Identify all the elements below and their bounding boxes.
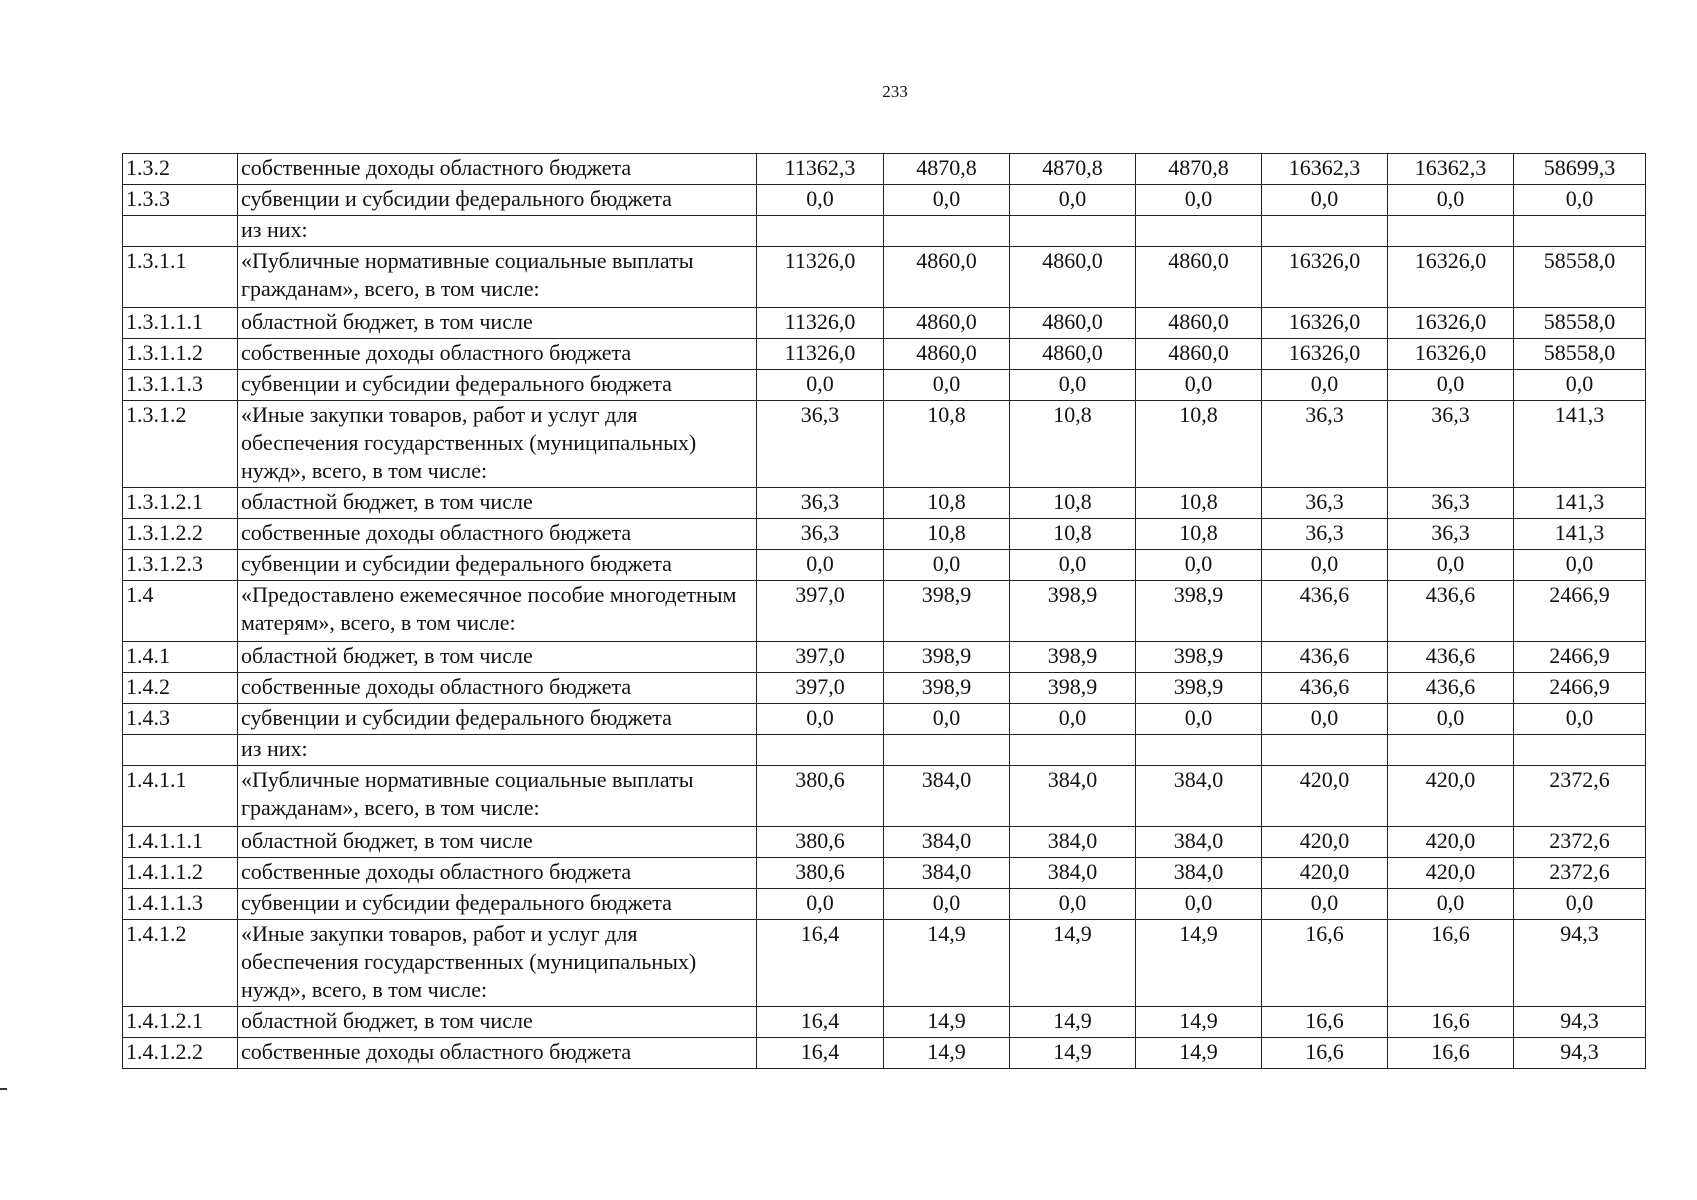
row-value [1262, 216, 1388, 247]
row-code: 1.3.2 [123, 154, 238, 185]
row-value: 0,0 [757, 370, 884, 401]
row-name: собственные доходы областного бюджета [238, 339, 757, 370]
row-value: 4870,8 [1136, 154, 1262, 185]
table-row [123, 339, 1646, 370]
row-value: 4860,0 [1136, 308, 1262, 339]
row-value: 14,9 [884, 1038, 1010, 1069]
row-value: 16326,0 [1262, 308, 1388, 339]
row-code: 1.3.1.2.3 [123, 550, 238, 581]
row-value: 398,9 [1136, 581, 1262, 642]
row-value: 0,0 [884, 889, 1010, 920]
row-value: 0,0 [1262, 185, 1388, 216]
row-value: 36,3 [1262, 401, 1388, 488]
margin-mark [0, 1088, 7, 1090]
row-value: 436,6 [1262, 581, 1388, 642]
row-value: 16362,3 [1262, 154, 1388, 185]
row-value: 14,9 [884, 920, 1010, 1007]
row-value: 0,0 [1010, 370, 1136, 401]
row-value: 16,6 [1262, 1007, 1388, 1038]
table-row [123, 920, 1646, 1007]
row-value: 420,0 [1262, 766, 1388, 827]
row-name: областной бюджет, в том числе [238, 827, 757, 858]
row-value: 14,9 [884, 1007, 1010, 1038]
row-value [884, 735, 1010, 766]
row-value: 36,3 [1388, 488, 1514, 519]
row-name: «Предоставлено ежемесячное пособие многодетным матерям», всего, в том числе: [238, 581, 757, 642]
table-row [123, 1007, 1646, 1038]
row-value: 380,6 [757, 766, 884, 827]
row-value: 10,8 [1136, 401, 1262, 488]
row-value: 398,9 [884, 673, 1010, 704]
row-value: 0,0 [757, 185, 884, 216]
row-value: 384,0 [884, 827, 1010, 858]
row-value: 94,3 [1514, 920, 1646, 1007]
row-value: 4860,0 [1010, 308, 1136, 339]
row-value: 14,9 [1010, 1007, 1136, 1038]
row-name: из них: [238, 216, 757, 247]
row-value: 16,6 [1388, 1038, 1514, 1069]
row-value: 0,0 [1262, 370, 1388, 401]
table-row [123, 673, 1646, 704]
row-value: 436,6 [1388, 581, 1514, 642]
row-value: 36,3 [1388, 401, 1514, 488]
row-value: 398,9 [1010, 673, 1136, 704]
row-value: 16326,0 [1262, 339, 1388, 370]
row-value: 36,3 [757, 519, 884, 550]
row-value: 0,0 [1010, 889, 1136, 920]
row-value: 0,0 [884, 370, 1010, 401]
row-value: 0,0 [1388, 550, 1514, 581]
row-value: 0,0 [1514, 370, 1646, 401]
page-number: 233 [882, 82, 908, 101]
row-code: 1.3.1.1 [123, 247, 238, 308]
table-row [123, 216, 1646, 247]
row-value: 0,0 [757, 550, 884, 581]
row-value: 36,3 [757, 401, 884, 488]
row-value: 0,0 [1388, 185, 1514, 216]
row-value: 4870,8 [884, 154, 1010, 185]
row-value: 16362,3 [1388, 154, 1514, 185]
row-value: 4860,0 [1136, 247, 1262, 308]
row-code: 1.4.1.1.2 [123, 858, 238, 889]
row-name: субвенции и субсидии федерального бюджета [238, 185, 757, 216]
row-code: 1.3.3 [123, 185, 238, 216]
row-value: 58558,0 [1514, 247, 1646, 308]
row-value: 14,9 [1010, 920, 1136, 1007]
row-name: областной бюджет, в том числе [238, 488, 757, 519]
table-row [123, 185, 1646, 216]
row-value: 397,0 [757, 642, 884, 673]
row-value: 16,4 [757, 1007, 884, 1038]
row-code: 1.4.1.2.1 [123, 1007, 238, 1038]
row-value: 2466,9 [1514, 642, 1646, 673]
row-value: 36,3 [1262, 519, 1388, 550]
row-value: 10,8 [884, 401, 1010, 488]
row-value: 4860,0 [884, 339, 1010, 370]
row-value [757, 735, 884, 766]
row-code: 1.3.1.1.1 [123, 308, 238, 339]
row-name: собственные доходы областного бюджета [238, 1038, 757, 1069]
row-value: 10,8 [884, 488, 1010, 519]
row-value: 14,9 [1010, 1038, 1136, 1069]
row-name: собственные доходы областного бюджета [238, 858, 757, 889]
table-row [123, 735, 1646, 766]
row-value [1388, 735, 1514, 766]
row-value: 0,0 [1010, 550, 1136, 581]
row-value: 36,3 [1388, 519, 1514, 550]
row-value: 420,0 [1388, 766, 1514, 827]
row-name: «Иные закупки товаров, работ и услуг для обеспечения государственных (муниципальных) нужд», всего, в том числе: [238, 401, 757, 488]
row-value: 10,8 [1010, 401, 1136, 488]
table-row [123, 370, 1646, 401]
row-value: 0,0 [1388, 704, 1514, 735]
row-value: 11326,0 [757, 247, 884, 308]
row-value: 141,3 [1514, 519, 1646, 550]
row-value: 384,0 [1010, 766, 1136, 827]
row-value: 0,0 [1262, 704, 1388, 735]
table-row [123, 308, 1646, 339]
row-code [123, 216, 238, 247]
row-value: 397,0 [757, 581, 884, 642]
row-code: 1.4 [123, 581, 238, 642]
row-code: 1.3.1.1.2 [123, 339, 238, 370]
row-value: 0,0 [1136, 370, 1262, 401]
table-row [123, 704, 1646, 735]
row-value: 0,0 [1514, 889, 1646, 920]
row-value: 11326,0 [757, 308, 884, 339]
row-value: 2372,6 [1514, 827, 1646, 858]
row-name: областной бюджет, в том числе [238, 1007, 757, 1038]
table-row [123, 827, 1646, 858]
row-value: 436,6 [1262, 642, 1388, 673]
row-value: 14,9 [1136, 1007, 1262, 1038]
row-value: 16,4 [757, 920, 884, 1007]
row-value: 4860,0 [1010, 339, 1136, 370]
row-code: 1.4.2 [123, 673, 238, 704]
table-row [123, 642, 1646, 673]
row-value: 398,9 [1010, 642, 1136, 673]
row-value: 14,9 [1136, 1038, 1262, 1069]
row-value [1514, 216, 1646, 247]
row-value: 16,6 [1262, 1038, 1388, 1069]
row-value: 0,0 [1136, 704, 1262, 735]
row-value: 16326,0 [1388, 339, 1514, 370]
row-name: субвенции и субсидии федерального бюджета [238, 889, 757, 920]
row-value: 11362,3 [757, 154, 884, 185]
row-value: 0,0 [1262, 889, 1388, 920]
row-value: 0,0 [1136, 889, 1262, 920]
table-row [123, 1038, 1646, 1069]
row-name: «Публичные нормативные социальные выплаты гражданам», всего, в том числе: [238, 766, 757, 827]
table-row [123, 766, 1646, 827]
row-value: 4860,0 [884, 247, 1010, 308]
row-value: 2372,6 [1514, 858, 1646, 889]
row-value: 398,9 [1010, 581, 1136, 642]
row-value: 384,0 [1010, 827, 1136, 858]
row-value: 58699,3 [1514, 154, 1646, 185]
row-code: 1.4.3 [123, 704, 238, 735]
table-row [123, 889, 1646, 920]
row-code: 1.4.1.1.1 [123, 827, 238, 858]
row-value: 2466,9 [1514, 581, 1646, 642]
row-value: 14,9 [1136, 920, 1262, 1007]
row-value: 380,6 [757, 858, 884, 889]
row-name: областной бюджет, в том числе [238, 642, 757, 673]
row-value [884, 216, 1010, 247]
row-value: 0,0 [1136, 185, 1262, 216]
row-name: субвенции и субсидии федерального бюджета [238, 704, 757, 735]
row-value: 16,6 [1388, 1007, 1514, 1038]
row-value [1136, 216, 1262, 247]
row-code: 1.4.1.2.2 [123, 1038, 238, 1069]
row-value: 4860,0 [884, 308, 1010, 339]
table-row [123, 858, 1646, 889]
row-value: 0,0 [1136, 550, 1262, 581]
row-value: 16,6 [1262, 920, 1388, 1007]
row-value: 0,0 [884, 185, 1010, 216]
row-value: 398,9 [1136, 673, 1262, 704]
row-value: 398,9 [1136, 642, 1262, 673]
row-value: 10,8 [1010, 488, 1136, 519]
row-value: 4860,0 [1136, 339, 1262, 370]
row-name: из них: [238, 735, 757, 766]
row-value: 0,0 [1262, 550, 1388, 581]
row-value: 436,6 [1388, 642, 1514, 673]
table-row [123, 401, 1646, 488]
row-value: 398,9 [884, 642, 1010, 673]
row-value [757, 216, 884, 247]
row-value: 0,0 [1010, 704, 1136, 735]
row-value: 58558,0 [1514, 308, 1646, 339]
row-value: 0,0 [884, 550, 1010, 581]
row-value: 36,3 [1262, 488, 1388, 519]
row-value: 0,0 [1514, 704, 1646, 735]
row-value: 436,6 [1262, 673, 1388, 704]
row-value: 94,3 [1514, 1007, 1646, 1038]
row-value [1010, 216, 1136, 247]
row-name: собственные доходы областного бюджета [238, 519, 757, 550]
row-value: 16,6 [1388, 920, 1514, 1007]
row-value: 380,6 [757, 827, 884, 858]
row-value: 436,6 [1388, 673, 1514, 704]
row-value: 0,0 [884, 704, 1010, 735]
table-row [123, 488, 1646, 519]
row-value: 10,8 [884, 519, 1010, 550]
row-value: 4860,0 [1010, 247, 1136, 308]
table-body [123, 154, 1646, 1069]
budget-table [122, 153, 1646, 1069]
table-row [123, 154, 1646, 185]
row-code: 1.4.1 [123, 642, 238, 673]
row-code [123, 735, 238, 766]
table-row [123, 519, 1646, 550]
row-value: 58558,0 [1514, 339, 1646, 370]
row-value: 16326,0 [1262, 247, 1388, 308]
row-value: 10,8 [1136, 519, 1262, 550]
row-value: 0,0 [757, 704, 884, 735]
row-value: 384,0 [1136, 766, 1262, 827]
row-value: 10,8 [1010, 519, 1136, 550]
row-value: 0,0 [1010, 185, 1136, 216]
row-value: 420,0 [1388, 827, 1514, 858]
row-value: 36,3 [757, 488, 884, 519]
row-value: 0,0 [757, 889, 884, 920]
row-value: 10,8 [1136, 488, 1262, 519]
row-value: 0,0 [1514, 550, 1646, 581]
row-value: 384,0 [884, 766, 1010, 827]
row-value: 16,4 [757, 1038, 884, 1069]
row-value [1010, 735, 1136, 766]
row-value [1136, 735, 1262, 766]
row-value: 4870,8 [1010, 154, 1136, 185]
row-value: 420,0 [1262, 827, 1388, 858]
row-name: «Публичные нормативные социальные выплаты гражданам», всего, в том числе: [238, 247, 757, 308]
row-value: 420,0 [1262, 858, 1388, 889]
row-value [1262, 735, 1388, 766]
row-name: собственные доходы областного бюджета [238, 154, 757, 185]
row-value: 0,0 [1388, 370, 1514, 401]
row-value: 141,3 [1514, 488, 1646, 519]
row-value: 397,0 [757, 673, 884, 704]
row-value: 94,3 [1514, 1038, 1646, 1069]
row-value: 0,0 [1514, 185, 1646, 216]
table-row [123, 581, 1646, 642]
row-code: 1.4.1.1 [123, 766, 238, 827]
row-value: 384,0 [1136, 827, 1262, 858]
table-row [123, 550, 1646, 581]
row-code: 1.3.1.2.2 [123, 519, 238, 550]
row-code: 1.4.1.2 [123, 920, 238, 1007]
row-name: собственные доходы областного бюджета [238, 673, 757, 704]
row-value: 11326,0 [757, 339, 884, 370]
row-value: 2466,9 [1514, 673, 1646, 704]
row-value: 141,3 [1514, 401, 1646, 488]
row-name: субвенции и субсидии федерального бюджета [238, 370, 757, 401]
row-value: 398,9 [884, 581, 1010, 642]
row-value: 16326,0 [1388, 308, 1514, 339]
row-value: 384,0 [884, 858, 1010, 889]
row-name: «Иные закупки товаров, работ и услуг для обеспечения государственных (муниципальных) нужд», всего, в том числе: [238, 920, 757, 1007]
row-code: 1.3.1.2.1 [123, 488, 238, 519]
row-name: областной бюджет, в том числе [238, 308, 757, 339]
row-code: 1.3.1.1.3 [123, 370, 238, 401]
row-value: 384,0 [1136, 858, 1262, 889]
row-value: 420,0 [1388, 858, 1514, 889]
row-code: 1.4.1.1.3 [123, 889, 238, 920]
row-value [1514, 735, 1646, 766]
row-name: субвенции и субсидии федерального бюджета [238, 550, 757, 581]
row-value: 2372,6 [1514, 766, 1646, 827]
table-row [123, 247, 1646, 308]
row-value [1388, 216, 1514, 247]
row-value: 0,0 [1388, 889, 1514, 920]
row-value: 16326,0 [1388, 247, 1514, 308]
row-code: 1.3.1.2 [123, 401, 238, 488]
row-value: 384,0 [1010, 858, 1136, 889]
